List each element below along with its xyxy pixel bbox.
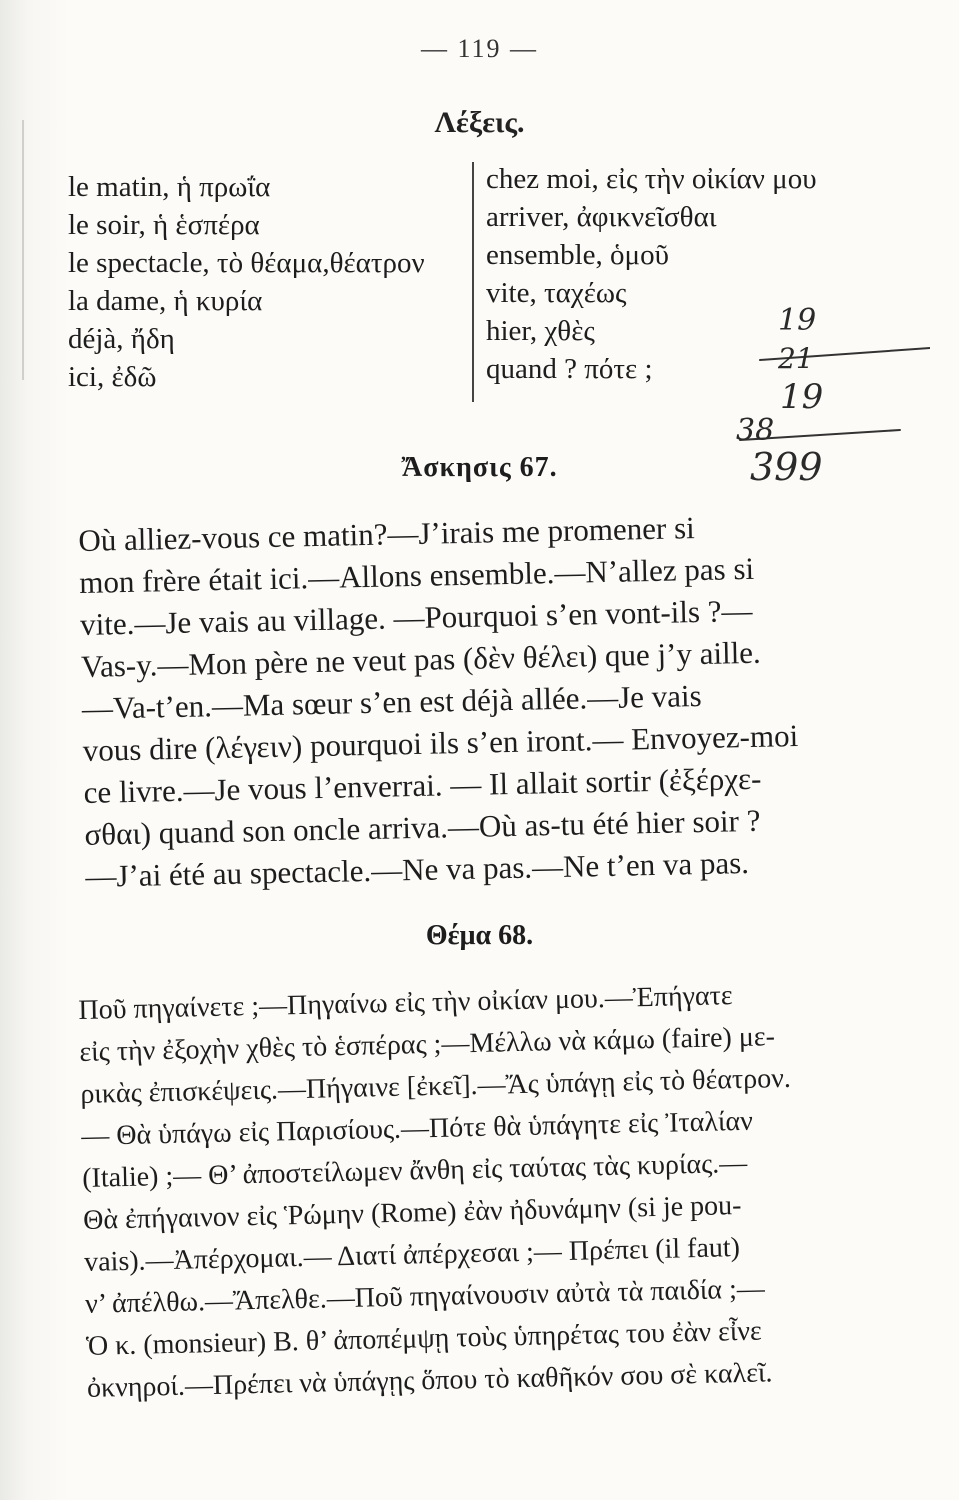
theme-text — [78, 971, 937, 1410]
vocabulary-heading: Λέξεις. — [434, 106, 525, 139]
vocab-entry: la dame, ἡ κυρία — [68, 285, 263, 317]
handwritten-number: 19 — [780, 377, 824, 417]
vocab-entry: le spectacle, τὸ θέαμα,θέατρον — [68, 247, 425, 279]
vocab-entry: le matin, ἡ πρωΐα — [68, 171, 271, 203]
text-line: ν’ ἀπέλθω.—Ἄπελθε.—Ποῦ πηγαίνουσιν αὐτὰ τὰ παιδία ;— — [84, 1273, 766, 1320]
vocab-entry: vite, ταχέως — [486, 277, 627, 309]
vocabulary-left-column — [68, 168, 425, 396]
text-line: ce livre.—Je vous l’enverrai. — Il allait sortir (ἐξέρχε- — [83, 760, 762, 810]
text-line: —Va-t’en.—Ma sœur s’en est déjà allée.—Je vais — [81, 677, 702, 726]
text-line: σθαι) quand son oncle arriva.—Où as-tu été hier soir ? — [84, 802, 761, 852]
text-line: ρικὰς ἐπισκέψεις.—Πήγαινε [ἐκεῖ].—Ἄς ὑπάγῃ εἰς τὸ θέατρον. — [80, 1062, 792, 1110]
theme-heading: Θέμα 68. — [425, 920, 534, 951]
text-line: Θὰ ἐπήγαινον εἰς Ῥώμην (Rome) ἐὰν ἠδυνάμην (si je pou- — [82, 1190, 742, 1236]
handwritten-number: 21 — [778, 342, 814, 375]
vocabulary-divider — [472, 162, 474, 402]
page-number: — 119 — — [420, 34, 539, 63]
handwritten-number: 38 — [736, 413, 775, 448]
text-line: ὀκνηροί.—Πρέπει νὰ ὑπάγῃς ὅπου τὸ καθῆκόν σου σὲ καλεῖ. — [86, 1357, 773, 1404]
text-line: —J’ai été au spectacle.—Ne va pas.—Ne t’en va pas. — [85, 845, 750, 894]
text-line: vite.—Je vais au village. —Pourquoi s’en vont-ils ?— — [79, 592, 753, 642]
text-line: (Italie) ;— Θ’ ἀποστείλωμεν ἄνθη εἰς ταύτας τὰς κυρίας.— — [81, 1147, 748, 1194]
vocab-entry: déjà, ἤδη — [68, 323, 175, 355]
text-line: εἰς τὴν ἐξοχὴν χθὲς τὸ ἑσπέρας ;—Μέλλω νὰ κάμω (faire) με- — [79, 1021, 776, 1068]
text-line: Ποῦ πηγαίνετε ;—Πηγαίνω εἰς τὴν οἰκίαν μου.—Ἐπήγατε — [78, 980, 733, 1026]
text-line: vous dire (λέγειν) pourquoi ils s’en iront.— Envoyez-moi — [82, 717, 799, 768]
exercise-text — [78, 503, 921, 898]
text-line: vais).—Ἀπέρχομαι.— Διατί ἀπέρχεσαι ;— Πρέπει (il faut) — [83, 1232, 741, 1278]
vocab-entry: ensemble, ὁμοῦ — [486, 239, 669, 271]
handwritten-number: 19 — [778, 303, 817, 338]
vocab-entry: arriver, ἀφικνεῖσθαι — [486, 201, 717, 233]
handwritten-number: 399 — [750, 445, 823, 489]
vocab-entry: chez moi, εἰς τὴν οἰκίαν μου — [486, 163, 817, 195]
text-line: Vas-y.—Mon père ne veut pas (δὲν θέλει) que j’y aille. — [80, 634, 762, 684]
text-line: mon frère était ici.—Allons ensemble.—N’allez pas si — [78, 550, 755, 600]
margin-line — [22, 120, 24, 380]
vocab-entry: hier, χθὲς — [486, 315, 595, 347]
vocab-entry: le soir, ἡ ἑσπέρα — [68, 209, 260, 241]
text-line: Ὁ κ. (monsieur) Β. θ’ ἀποπέμψῃ τοὺς ὑπηρέτας του ἐὰν εἶνε — [85, 1315, 763, 1362]
exercise-heading: Ἄσκησις 67. — [401, 452, 558, 483]
text-line: — Θὰ ὑπάγω εἰς Παρισίους.—Πότε θὰ ὑπάγητε εἰς Ἰταλίαν — [80, 1105, 754, 1152]
vocab-entry: ici, ἐδῶ — [68, 361, 157, 393]
vocab-entry: quand ? πότε ; — [486, 353, 653, 385]
text-line: Où alliez-vous ce matin?—J’irais me promener si — [78, 510, 696, 558]
